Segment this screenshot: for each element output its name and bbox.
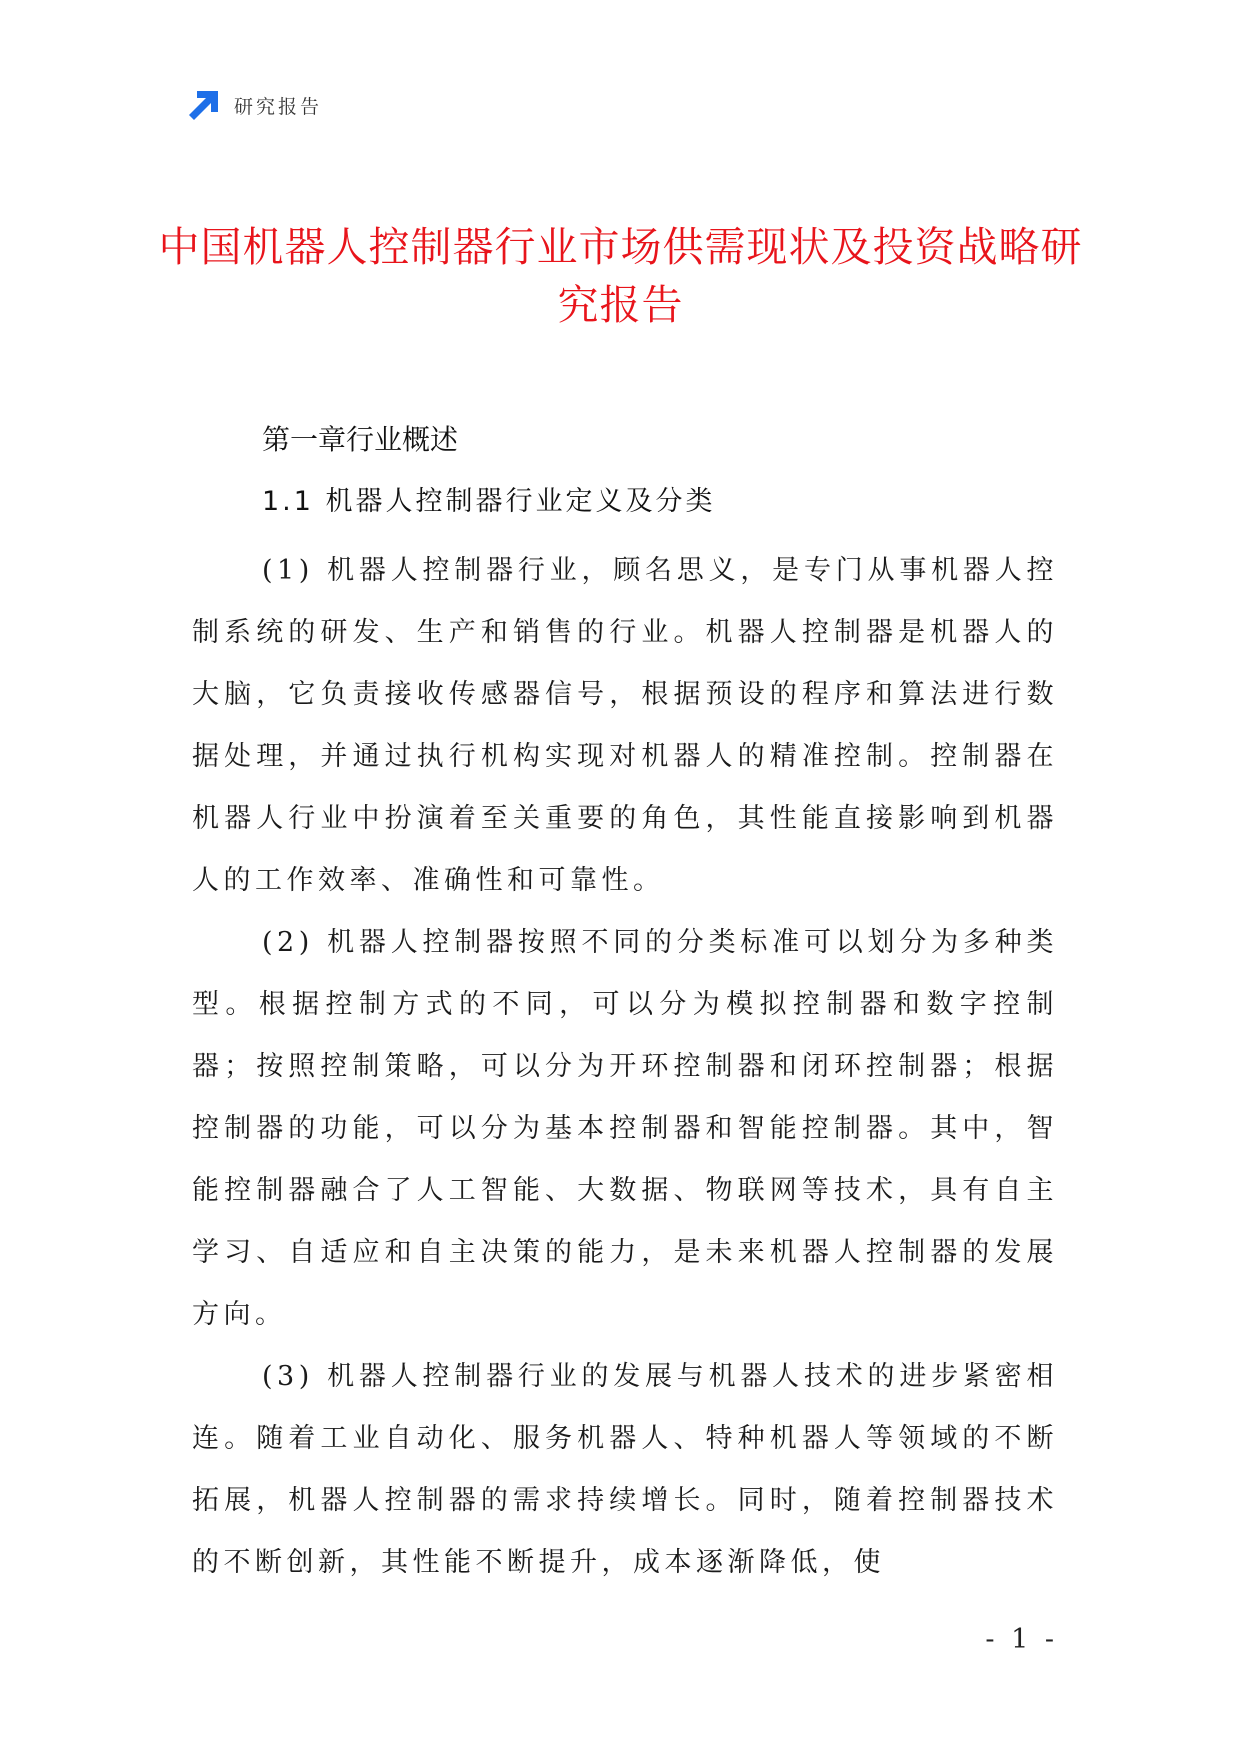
paragraph-3: (3) 机器人控制器行业的发展与机器人技术的进步紧密相连。随着工业自动化、服务机器人、特种机器人等领域的不断拓展，机器人控制器的需求持续增长。同时，随着控制器技术的不断创新，其性能不断提升，成本逐渐降低，使 <box>192 1361 1058 1578</box>
body-text <box>192 540 1058 1594</box>
section-heading: 1.1 机器人控制器行业定义及分类 <box>262 486 716 517</box>
report-header <box>188 88 322 122</box>
paragraph-1: (1) 机器人控制器行业，顾名思义，是专门从事机器人控制系统的研发、生产和销售的行业。机器人控制器是机器人的大脑，它负责接收传感器信号，根据预设的程序和算法进行数据处理，并通过执行机构实现对机器人的精准控制。控制器在机器人行业中扮演着至关重要的角色，其性能直接影响到机器人的工作效率、准确性和可靠性。 <box>192 555 1058 896</box>
chapter-heading: 第一章行业概述 <box>262 423 459 456</box>
paragraph-2: (2) 机器人控制器按照不同的分类标准可以划分为多种类型。根据控制方式的不同，可以分为模拟控制器和数字控制器；按照控制策略，可以分为开环控制器和闭环控制器；根据控制器的功能，可以分为基本控制器和智能控制器。其中，智能控制器融合了人工智能、大数据、物联网等技术，具有自主学习、自适应和自主决策的能力，是未来机器人控制器的发展方向。 <box>192 927 1058 1330</box>
header-label: 研究报告 <box>234 95 323 118</box>
document-title: 中国机器人控制器行业市场供需现状及投资战略研究报告 <box>158 223 1083 329</box>
arrow-up-right-icon <box>188 89 220 121</box>
page-number: - 1 - <box>985 1624 1058 1655</box>
